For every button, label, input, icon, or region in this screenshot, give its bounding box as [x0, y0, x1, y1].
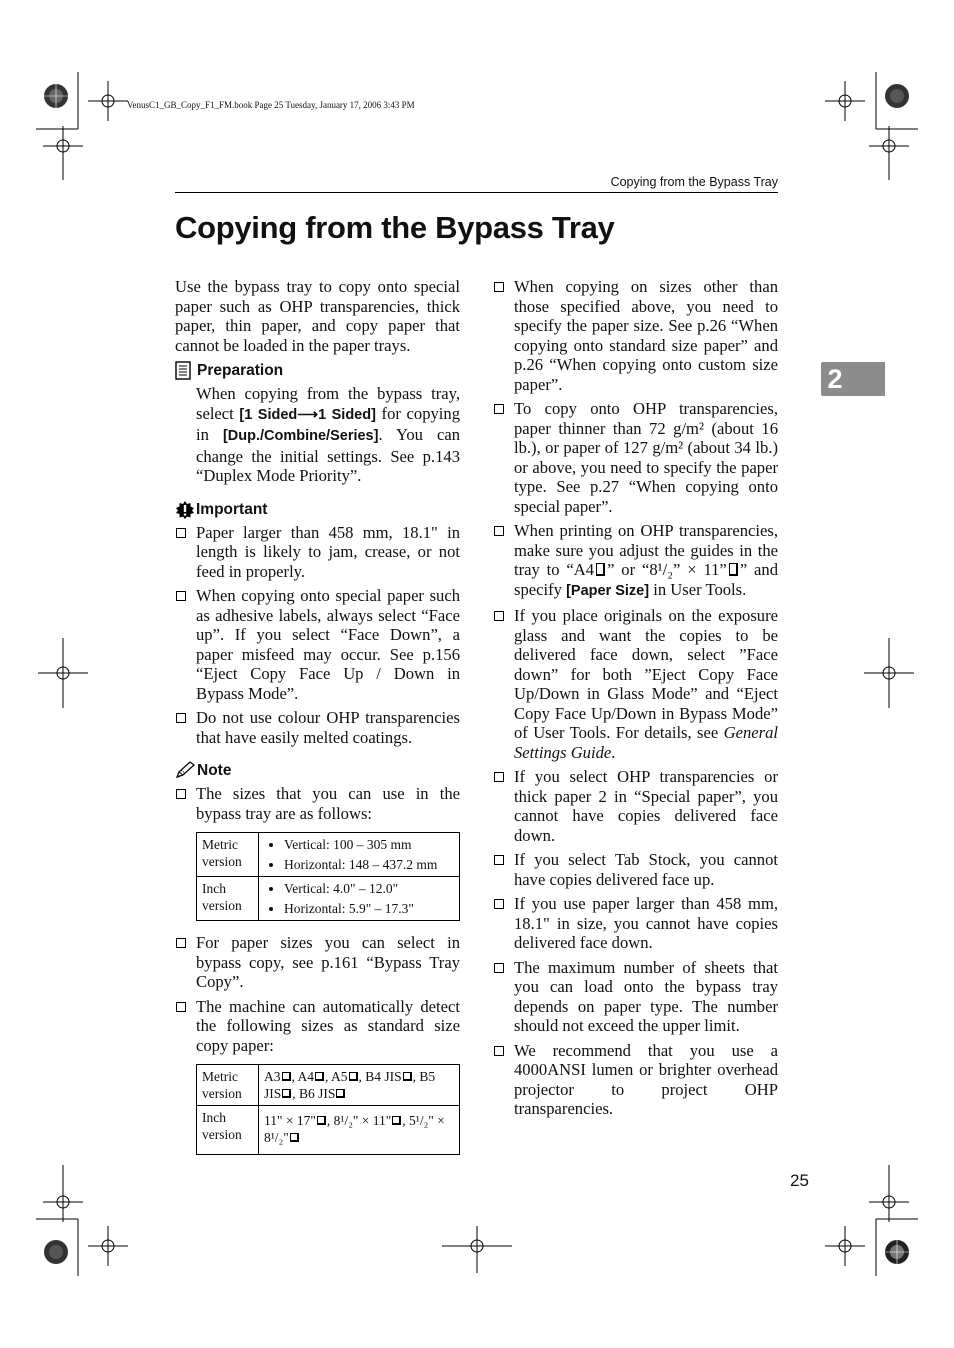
preparation-text-2: for copying in	[196, 403, 460, 444]
chapter-number: 2	[827, 364, 843, 394]
note-item	[493, 958, 778, 1036]
metric-size-cell	[259, 833, 460, 877]
note-item	[175, 933, 460, 992]
list-item: • Horizontal: 148 – 437.2 mm	[284, 856, 454, 873]
note-text-part: When printing on OHP transparencies, make sure you adjust the guides in the tray to “A4	[514, 521, 778, 579]
note-text-part: If you place originals on the exposure glass and want the copies to be delivered face down, select ”Face down” for both ”Eject Copy Face Up/Down in Glass Mode” and “Eject Copy Face Up/Down in Bypass Mode” of User Tools. For details, see	[514, 606, 778, 742]
preparation-icon	[175, 361, 197, 381]
header-rule	[175, 192, 778, 193]
left-column	[175, 277, 460, 1167]
note-item	[493, 606, 778, 762]
note-item	[493, 767, 778, 845]
note-text-part: .	[611, 742, 616, 762]
note-item	[493, 894, 778, 953]
important-item	[175, 586, 460, 703]
preparation-heading	[175, 361, 460, 381]
paper-size: 11" × 17"	[264, 1113, 316, 1128]
paper-size: B6 JIS	[299, 1086, 336, 1101]
checkbox-bullet-icon	[493, 277, 514, 394]
list-item: • Vertical: 100 – 305 mm	[284, 836, 454, 853]
note-item-text: The machine can automatically detect the following sizes as standard size copy paper:	[196, 996, 460, 1055]
note-item-text: If you select Tab Stock, you cannot have copies delivered face up.	[514, 850, 778, 889]
note-item	[175, 784, 460, 823]
list-item: • Vertical: 4.0" – 12.0"	[284, 880, 454, 897]
portrait-orientation-icon	[596, 563, 605, 576]
landscape-orientation-icon	[290, 1133, 299, 1142]
checkbox-bullet-icon	[175, 523, 196, 582]
checkbox-bullet-icon	[175, 708, 196, 747]
checkbox-bullet-icon	[493, 606, 514, 762]
paper-size: A3	[264, 1069, 281, 1084]
inch-sizes-cell: 11" × 17" , 8¹/₂" × 11" , 5¹/₂" × 8¹/₂"	[259, 1106, 460, 1155]
landscape-orientation-icon	[403, 1072, 412, 1081]
paper-size: A5	[331, 1069, 348, 1084]
page-number: 25	[790, 1171, 809, 1190]
file-info-line: VenusC1_GB_Copy_F1_FM.book Page 25 Tuesday, January 17, 2006 3:43 PM	[127, 100, 415, 110]
checkbox-bullet-icon	[493, 850, 514, 889]
inch-version-label: Inch version	[197, 877, 259, 921]
landscape-orientation-icon	[349, 1072, 358, 1081]
note-item-text: The maximum number of sheets that you can load onto the bypass tray depends on paper type. The number should not exceed the upper limit.	[514, 957, 778, 1035]
landscape-orientation-icon	[282, 1072, 291, 1081]
important-item-text: When copying onto special paper such as adhesive labels, always select “Face up”. If you select “Face Down”, a paper misfeed may occur. See p.156 “Eject Copy Face Up / Down in Bypass Mode”.	[196, 586, 460, 703]
table-row	[197, 833, 460, 877]
checkbox-bullet-icon	[175, 784, 196, 823]
note-item	[493, 399, 778, 516]
dup-combine-series-key: [Dup./Combine/Series]	[222, 428, 379, 444]
note-item-text	[514, 606, 778, 762]
note-item-text: If you use paper larger than 458 mm, 18.1" in size, you cannot have copies delivered face down.	[514, 894, 778, 952]
note-heading	[175, 761, 460, 781]
note-item-text: If you select OHP transparencies or thick paper 2 in “Special paper”, you cannot have copies delivered face down.	[514, 767, 778, 845]
important-item	[175, 523, 460, 582]
paper-size: 5¹/₂" × 8¹/₂"	[264, 1113, 445, 1145]
note-item	[175, 997, 460, 1056]
checkbox-bullet-icon	[493, 399, 514, 516]
paper-size: B4 JIS	[365, 1069, 402, 1084]
table-row	[197, 1106, 460, 1155]
checkbox-bullet-icon	[493, 767, 514, 845]
paper-size-key: [Paper Size]	[566, 582, 650, 599]
metric-version-label: Metric version	[197, 1065, 259, 1106]
important-item-text: Paper larger than 458 mm, 18.1" in length is likely to jam, crease, or not feed in properly.	[196, 522, 460, 581]
preparation-text-3: . You can change the initial settings. See p.143 “Duplex Mode Priority”.	[196, 425, 460, 485]
important-item-text: Do not use colour OHP transparencies that have easily melted coatings.	[196, 708, 460, 747]
checkbox-bullet-icon	[493, 1041, 514, 1119]
note-item	[493, 521, 778, 601]
important-icon	[175, 500, 196, 520]
note-item	[493, 850, 778, 889]
note-text-part: in User Tools.	[649, 579, 747, 599]
note-item-text: We recommend that you use a 4000ANSI lumen or brighter overhead projector to project OHP transparencies.	[514, 1040, 778, 1118]
landscape-orientation-icon	[317, 1116, 326, 1125]
checkbox-bullet-icon	[175, 933, 196, 992]
metric-version-label: Metric version	[197, 833, 259, 877]
portrait-orientation-icon	[729, 563, 738, 576]
inch-version-label: Inch version	[197, 1106, 259, 1155]
note-item-text: When copying on sizes other than those specified above, you need to specify the paper size. See p.26 “When copying onto standard size paper” and p.26 “When copying onto custom size paper”.	[514, 277, 778, 394]
note-item	[493, 1041, 778, 1119]
note-text-part: ” and specify	[514, 560, 778, 599]
intro-paragraph: Use the bypass tray to copy onto special paper such as OHP transparencies, thick paper, thin paper, and copy paper that cannot be loaded in the paper trays.	[175, 277, 460, 355]
paper-size: B5 JIS	[264, 1069, 436, 1101]
landscape-orientation-icon	[282, 1089, 291, 1098]
preparation-text	[196, 384, 460, 486]
paper-size: 8¹/₂" × 11"	[333, 1113, 392, 1128]
checkbox-bullet-icon	[493, 894, 514, 953]
note-item-text: The sizes that you can use in the bypass tray are as follows:	[196, 784, 460, 823]
checkbox-bullet-icon	[493, 958, 514, 1036]
checkbox-bullet-icon	[493, 521, 514, 601]
inch-size-cell	[259, 877, 460, 921]
preparation-heading-label: Preparation	[197, 362, 284, 379]
note-text-part: ” or “8¹/₂” × 11”	[607, 560, 727, 579]
bypass-size-table	[196, 832, 460, 921]
landscape-orientation-icon	[392, 1116, 401, 1125]
preparation-text-1: When copying from the bypass tray, select	[196, 384, 460, 423]
chapter-tab	[821, 362, 885, 396]
metric-sizes-cell: A3 , A4 , A5 , B4 JIS , B5 JIS , B6 JIS	[259, 1065, 460, 1106]
auto-detect-size-table	[196, 1064, 460, 1155]
right-column	[493, 277, 778, 1124]
landscape-orientation-icon	[315, 1072, 324, 1081]
pencil-note-icon	[175, 761, 197, 781]
important-item	[175, 708, 460, 747]
important-heading	[175, 500, 460, 520]
checkbox-bullet-icon	[175, 586, 196, 703]
important-heading-label: Important	[196, 500, 268, 518]
table-row	[197, 877, 460, 921]
manual-reference: General Settings Guide	[514, 723, 778, 762]
landscape-orientation-icon	[336, 1089, 345, 1098]
checkbox-bullet-icon	[175, 997, 196, 1056]
paper-size: A4	[297, 1069, 315, 1084]
note-item-text: To copy onto OHP transparencies, paper thinner than 72 g/m² (about 16 lb.), or paper of 127 g/m² (about 34 lb.) or above, you need to specify the paper type. See p.27 “When copying onto special paper”.	[514, 399, 778, 516]
table-row	[197, 1065, 460, 1106]
page-title: Copying from the Bypass Tray	[175, 210, 615, 245]
note-item-text: For paper sizes you can select in bypass copy, see p.161 “Bypass Tray Copy”.	[196, 933, 460, 991]
note-item	[493, 277, 778, 394]
note-item-text	[514, 521, 778, 601]
running-header: Copying from the Bypass Tray	[610, 175, 778, 189]
note-heading-label: Note	[197, 762, 232, 779]
list-item: • Horizontal: 5.9" – 17.3"	[284, 900, 454, 917]
one-sided-key: [1 Sided⟶1 Sided]	[239, 406, 376, 423]
